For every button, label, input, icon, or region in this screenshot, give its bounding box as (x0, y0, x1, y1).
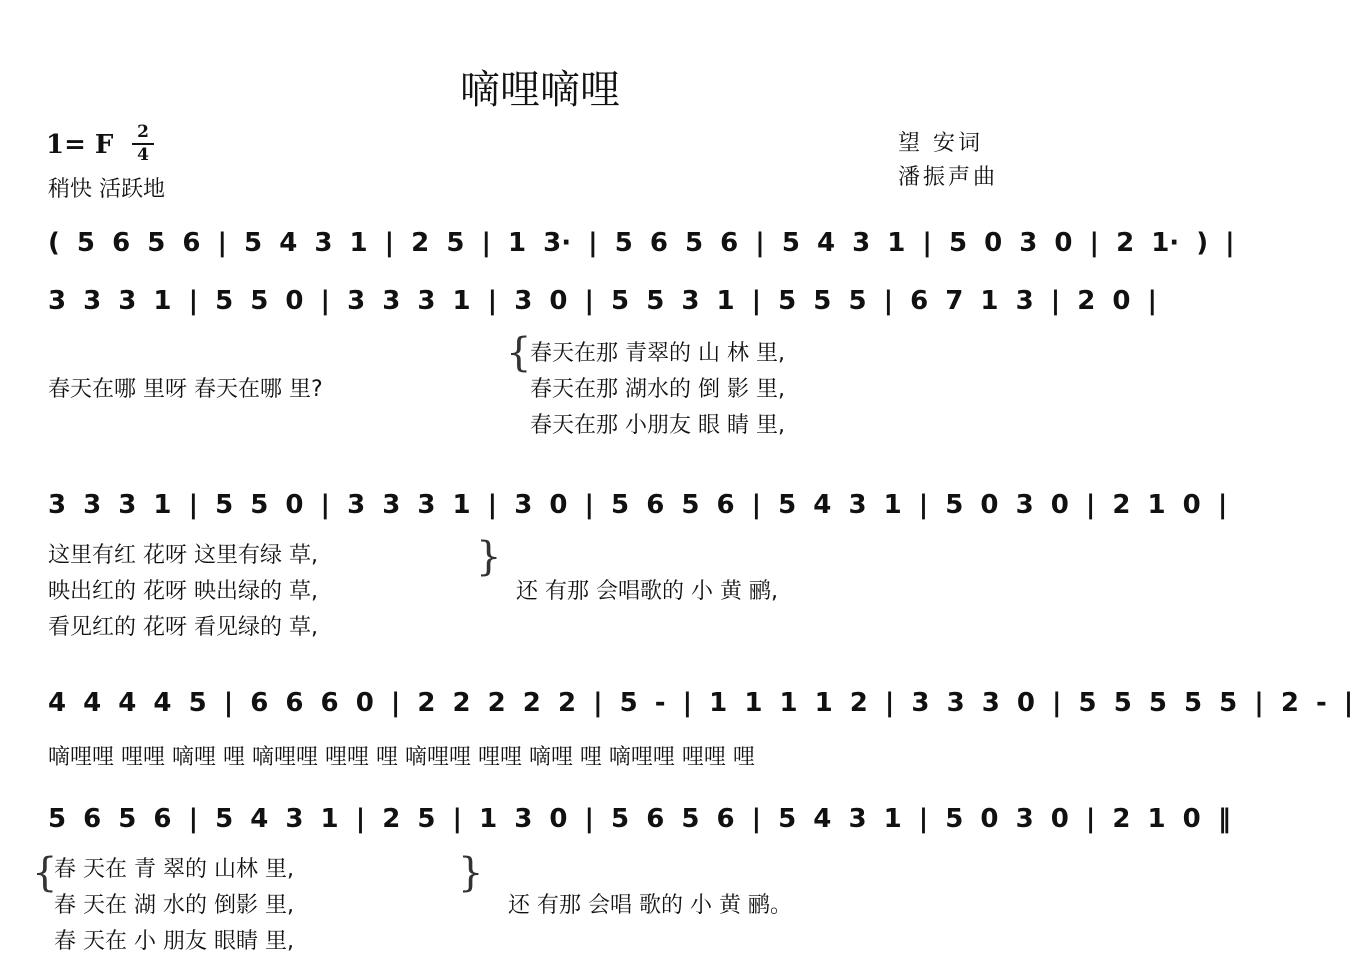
key-signature: 1= F (46, 130, 114, 160)
lyrics-row-5-verse-3: 春 天在 小 朋友 眼睛 里, (54, 929, 294, 954)
notation-row-4: 4 4 4 4 5 | 6 6 6 0 | 2 2 2 2 2 | 5 - | 1 1 1 1 2 | 3 3 3 0 | 5 5 5 5 5 | 2 - | (48, 688, 1353, 718)
lyrics-row-3-verse-1: 这里有红 花呀 这里有绿 草, (48, 543, 318, 568)
verse-brace-5-right: } (458, 850, 484, 896)
time-signature (132, 123, 154, 165)
notation-row-1: ( 5 6 5 6 | 5 4 3 1 | 2 5 | 1 3· | 5 6 5 6 | 5 4 3 1 | 5 0 3 0 | 2 1· ) | (48, 228, 1235, 258)
lyrics-row-3-verse-3: 看见红的 花呀 看见绿的 草, (48, 615, 318, 640)
lyrics-row-5-verse-2: 春 天在 湖 水的 倒影 里, (54, 893, 294, 918)
verse-brace-5-left: { (32, 850, 58, 896)
lyrics-row-5-right: 还 有那 会唱 歌的 小 黄 鹂。 (508, 893, 792, 918)
verse-brace-2: { (506, 330, 532, 376)
time-signature-bottom: 4 (137, 145, 149, 165)
lyrics-row-2-verse-3: 春天在那 小朋友 眼 睛 里, (530, 413, 785, 438)
composer-credit: 潘振声曲 (898, 165, 999, 190)
lyrics-row-4: 嘀哩哩 哩哩 嘀哩 哩 嘀哩哩 哩哩 哩 嘀哩哩 哩哩 嘀哩 哩 嘀哩哩 哩哩 哩 (48, 745, 755, 770)
notation-row-2: 3 3 3 1 | 5 5 0 | 3 3 3 1 | 3 0 | 5 5 3 1 | 5 5 5 | 6 7 1 3 | 2 0 | (48, 286, 1158, 316)
lyrics-row-2-left: 春天在哪 里呀 春天在哪 里? (48, 377, 323, 402)
lyrics-row-2-verse-2: 春天在那 湖水的 倒 影 里, (530, 377, 785, 402)
notation-row-3: 3 3 3 1 | 5 5 0 | 3 3 3 1 | 3 0 | 5 6 5 6 | 5 4 3 1 | 5 0 3 0 | 2 1 0 | (48, 490, 1228, 520)
verse-brace-3: } (476, 534, 502, 580)
lyrics-row-2-verse-1: 春天在那 青翠的 山 林 里, (530, 341, 785, 366)
lyrics-row-3-right: 还 有那 会唱歌的 小 黄 鹂, (516, 579, 778, 604)
notation-row-5: 5 6 5 6 | 5 4 3 1 | 2 5 | 1 3 0 | 5 6 5 6 | 5 4 3 1 | 5 0 3 0 | 2 1 0 ‖ (48, 804, 1231, 834)
time-signature-top: 2 (137, 122, 149, 142)
tempo-marking: 稍快 活跃地 (48, 177, 165, 202)
lyricist-credit: 望 安词 (898, 131, 983, 156)
lyrics-row-3-verse-2: 映出红的 花呀 映出绿的 草, (48, 579, 318, 604)
lyrics-row-5-verse-1: 春 天在 青 翠的 山林 里, (54, 857, 294, 882)
song-title: 嘀哩嘀哩 (460, 67, 620, 113)
